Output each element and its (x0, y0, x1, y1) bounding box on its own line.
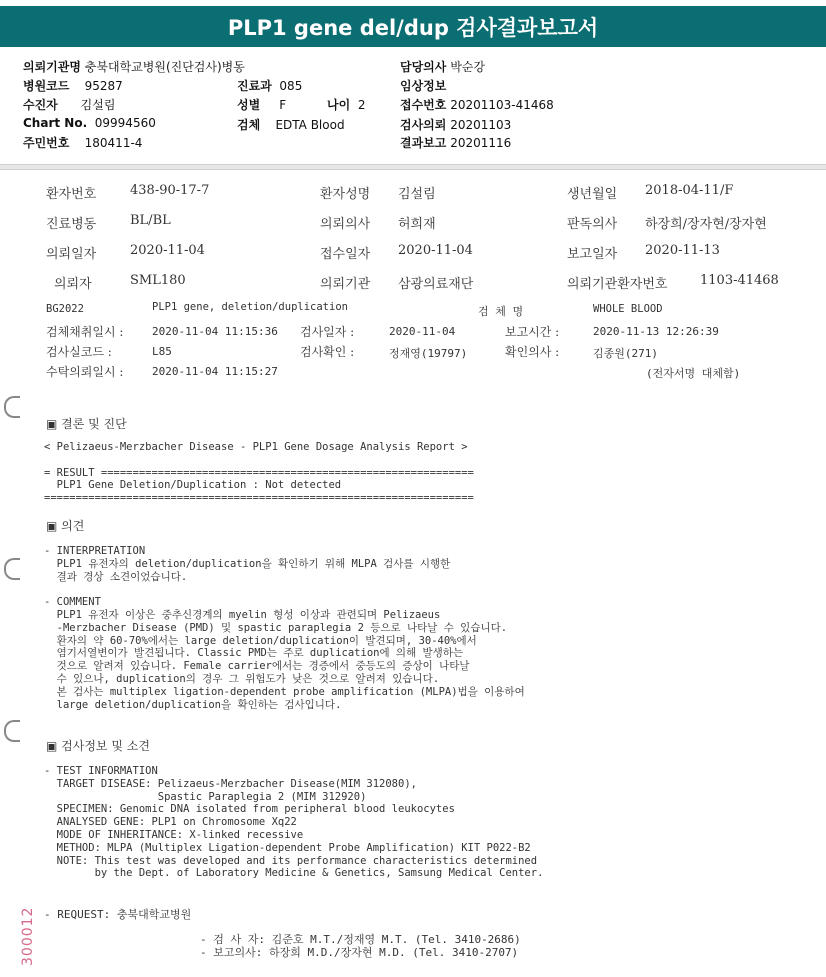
req-date-value: 2020-11-04 (130, 243, 205, 258)
patient-name-key: 환자성명 (320, 187, 371, 202)
punch-hole-1 (4, 396, 20, 418)
header-request: 검사의뢰 20201103 (400, 118, 512, 132)
org-pid-value: 1103-41468 (700, 273, 779, 288)
punch-hole-3 (4, 720, 20, 742)
reporter-line: - 보고의사: 하장희 M.D./장자현 M.D. (Tel. 3410-2707) (200, 946, 519, 959)
rep-time-key: 보고시간 : (505, 325, 560, 339)
org-pid-key: 의뢰기관환자번호 (567, 277, 668, 292)
report-title: PLP1 gene del/dup 검사결과보고서 (0, 6, 826, 47)
specimen-key: 검 체 명 (478, 305, 524, 318)
section-opinion-text: - INTERPRETATION PLP1 유전자의 deletion/duplication을 확인하기 위해 MLPA 검사를 시행한 결과 경상 소견이었습니다. - COMMENT PLP1 유전자 이상은 중추신경계의 myelin 형성 이상과 관련되며 Pelizaeus -Merzbacher Disease (PMD) 및 spastic paraplegia 2 등으로 나타날 수 있습니다. 환자의 약 60-70%에서는 large deletion/duplication이 발견되며, 30-40%에서 염기서열변이가 발견됩니다. Classic PMD는 주로 duplication에 의해 발생하는 것으로 알려져 있습니다. Female carrier에서는 경증에서 중등도의 증상이 나타날 수 있으나, duplication의 경우 그 위험도가 낮은 것으로 알려져 있습니다. 본 검사는 multiplex ligation-dependent probe amplification (MLPA)법을 이용하여 large deletion/duplication을 확인하는 검사입니다. (44, 545, 525, 711)
header-doctor: 담당의사 박순강 (400, 60, 485, 74)
patient-name-value: 김설림 (398, 187, 436, 202)
section-conclusion-heading: ▣ 결론 및 진단 (46, 417, 127, 431)
consign-key: 수탁의뢰일시 : (46, 365, 124, 379)
req-org-value: 삼광의료재단 (398, 277, 474, 292)
rep-time-value: 2020-11-13 12:26:39 (593, 325, 719, 338)
room-value: L85 (152, 345, 172, 358)
header-id: 주민번호 180411-4 (23, 136, 143, 150)
collect-value: 2020-11-04 11:15:36 (152, 325, 278, 338)
page-stamp: 300012 (20, 906, 36, 966)
requester-value: SML180 (130, 273, 186, 288)
section-testinfo-text: - TEST INFORMATION TARGET DISEASE: Pelizaeus-Merzbacher Disease(MIM 312080), Spastic Paraplegia 2 (MIM 312920) SPECIMEN: Genomic DNA isolated from peripheral blood leukocytes ANALYSED GENE: PLP1 on Chromosome Xq22 MODE OF INHERITANCE: X-linked recessive METHOD: MLPA (Multiplex Ligation-dependent Probe Amplification) KIT P022-B2 NOTE: This test was developed and its performance characteristics determined by the Dept. of Laboratory Medicine & Genetics, Samsung Medical Center. (44, 765, 544, 880)
reader-value: 하장희/장자현/장자현 (645, 217, 767, 232)
test-date-value: 2020-11-04 (389, 325, 456, 338)
patient-id-key: 환자번호 (46, 187, 97, 202)
request-line: - REQUEST: 충북대학교병원 (44, 908, 192, 921)
requester-key: 의뢰자 (54, 277, 92, 292)
header-name: 수진자 김설림 (23, 98, 116, 112)
header-org: 의뢰기관명 충북대학교병원(진단검사)병동 (23, 60, 245, 74)
room-key: 검사실코드 : (46, 345, 112, 359)
birth-key: 생년월일 (567, 187, 618, 202)
rcv-date-key: 접수일자 (320, 247, 371, 262)
collect-key: 검체채취일시 : (46, 325, 124, 339)
section-opinion-heading: ▣ 의견 (46, 519, 85, 533)
header-clinical: 임상정보 (400, 79, 447, 93)
rcv-date-value: 2020-11-04 (398, 243, 473, 258)
req-doctor-value: 허희재 (398, 217, 436, 232)
section-testinfo-heading: ▣ 검사정보 및 소견 (46, 739, 150, 753)
consign-value: 2020-11-04 11:15:27 (152, 365, 278, 378)
doc-confirm-key: 확인의사 : (505, 345, 560, 359)
esign-note: (전자서명 대체함) (646, 367, 741, 380)
punch-hole-2 (4, 558, 20, 580)
header-report: 결과보고 20201116 (400, 136, 512, 150)
confirm-key: 검사확인 : (300, 345, 355, 359)
req-doctor-key: 의뢰의사 (320, 217, 371, 232)
header-divider (0, 164, 826, 170)
specimen-value: WHOLE BLOOD (593, 303, 663, 315)
header-specimen: 검체 EDTA Blood (237, 118, 345, 132)
test-date-key: 검사일자 : (300, 325, 355, 339)
rep-date-key: 보고일자 (567, 247, 618, 262)
ward-key: 진료병동 (46, 217, 97, 232)
header-dept: 진료과 085 (237, 79, 303, 93)
header-age: 나이 2 (327, 98, 366, 112)
header-receipt: 접수번호 20201103-41468 (400, 98, 554, 112)
reader-key: 판독의사 (567, 217, 618, 232)
header-hosp-code: 병원코드 95287 (23, 79, 123, 93)
rep-date-value: 2020-11-13 (645, 243, 720, 258)
ward-value: BL/BL (130, 213, 171, 228)
section-conclusion-text: < Pelizaeus-Merzbacher Disease - PLP1 Gene Dosage Analysis Report > = RESULT =========================================================== PLP1 Gene Deletion/Duplication : Not detected ==================================================================== (44, 441, 474, 505)
header-chart: Chart No. 09994560 (23, 116, 156, 130)
req-date-key: 의뢰일자 (46, 247, 97, 262)
header-sex: 성별 F (237, 98, 287, 112)
patient-id-value: 438-90-17-7 (130, 183, 210, 198)
req-org-key: 의뢰기관 (320, 277, 371, 292)
birth-value: 2018-04-11/F (645, 183, 734, 198)
tester-line: - 검 사 자: 김준호 M.T./정재영 M.T. (Tel. 3410-2686) (200, 933, 521, 946)
doc-confirm-value: 김종원(271) (593, 347, 658, 360)
test-name: PLP1 gene, deletion/duplication (152, 301, 348, 313)
confirm-value: 정재영(19797) (389, 347, 468, 360)
test-code: BG2022 (46, 303, 84, 315)
